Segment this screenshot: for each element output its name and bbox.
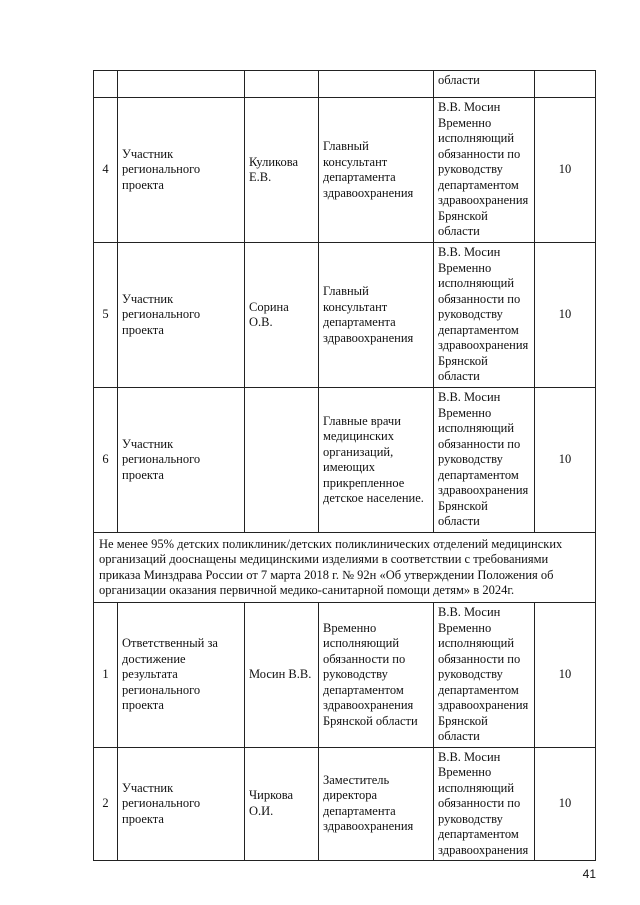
- cell-share: 10: [535, 603, 596, 748]
- table-row: [94, 603, 596, 748]
- cell-name: [245, 71, 319, 98]
- cell-responsible: В.В. Мосин Временно исполняющий обязанности по руководству департаментом здравоохранения: [434, 747, 535, 861]
- cell-position: Заместитель директора департамента здравоохранения: [319, 747, 434, 861]
- cell-responsible: В.В. Мосин Временно исполняющий обязанности по руководству департаментом здравоохранения Брянской области: [434, 243, 535, 388]
- cell-role: Участник регионального проекта: [118, 243, 245, 388]
- cell-responsible: В.В. Мосин Временно исполняющий обязанности по руководству департаментом здравоохранения Брянской области: [434, 98, 535, 243]
- cell-position: Главный консультант департамента здравоохранения: [319, 98, 434, 243]
- cell-share: 10: [535, 98, 596, 243]
- cell-num: 5: [94, 243, 118, 388]
- cell-role: Ответственный за достижение результата регионального проекта: [118, 603, 245, 748]
- cell-name: Чиркова О.И.: [245, 747, 319, 861]
- table-row: [94, 243, 596, 388]
- cell-position: [319, 71, 434, 98]
- cell-position: Временно исполняющий обязанности по руководству департаментом здравоохранения Брянской области: [319, 603, 434, 748]
- table-row-continued: [94, 71, 596, 98]
- cell-share: [535, 71, 596, 98]
- cell-num: 4: [94, 98, 118, 243]
- table-row: [94, 388, 596, 533]
- cell-num: 1: [94, 603, 118, 748]
- cell-responsible: области: [434, 71, 535, 98]
- cell-role: Участник регионального проекта: [118, 388, 245, 533]
- cell-name: Мосин В.В.: [245, 603, 319, 748]
- participants-table: [93, 70, 596, 861]
- cell-role: [118, 71, 245, 98]
- cell-responsible: В.В. Мосин Временно исполняющий обязанности по руководству департаментом здравоохранения Брянской области: [434, 388, 535, 533]
- cell-num: [94, 71, 118, 98]
- cell-name: [245, 388, 319, 533]
- cell-position: Главный консультант департамента здравоохранения: [319, 243, 434, 388]
- page-number: 41: [582, 867, 596, 881]
- cell-responsible: В.В. Мосин Временно исполняющий обязанности по руководству департаментом здравоохранения Брянской области: [434, 603, 535, 748]
- cell-num: 2: [94, 747, 118, 861]
- cell-name: Куликова Е.В.: [245, 98, 319, 243]
- section-result-text: Не менее 95% детских поликлиник/детских поликлинических отделений медицинских организаций дооснащены медицинскими изделиями в соответствии с требованиями приказа Минздрава России от 7 марта 2018 г. № 92н «Об утверждении Положения об организации оказания первичной медико-санитарной помощи детям» в 2024г.: [94, 533, 596, 603]
- cell-position: Главные врачи медицинских организаций, имеющих прикрепленное детское население.: [319, 388, 434, 533]
- cell-share: 10: [535, 388, 596, 533]
- cell-share: 10: [535, 747, 596, 861]
- table-row: [94, 98, 596, 243]
- table-row: [94, 747, 596, 861]
- cell-num: 6: [94, 388, 118, 533]
- cell-name: Сорина О.В.: [245, 243, 319, 388]
- section-row: [94, 533, 596, 603]
- cell-role: Участник регионального проекта: [118, 747, 245, 861]
- cell-role: Участник регионального проекта: [118, 98, 245, 243]
- cell-share: 10: [535, 243, 596, 388]
